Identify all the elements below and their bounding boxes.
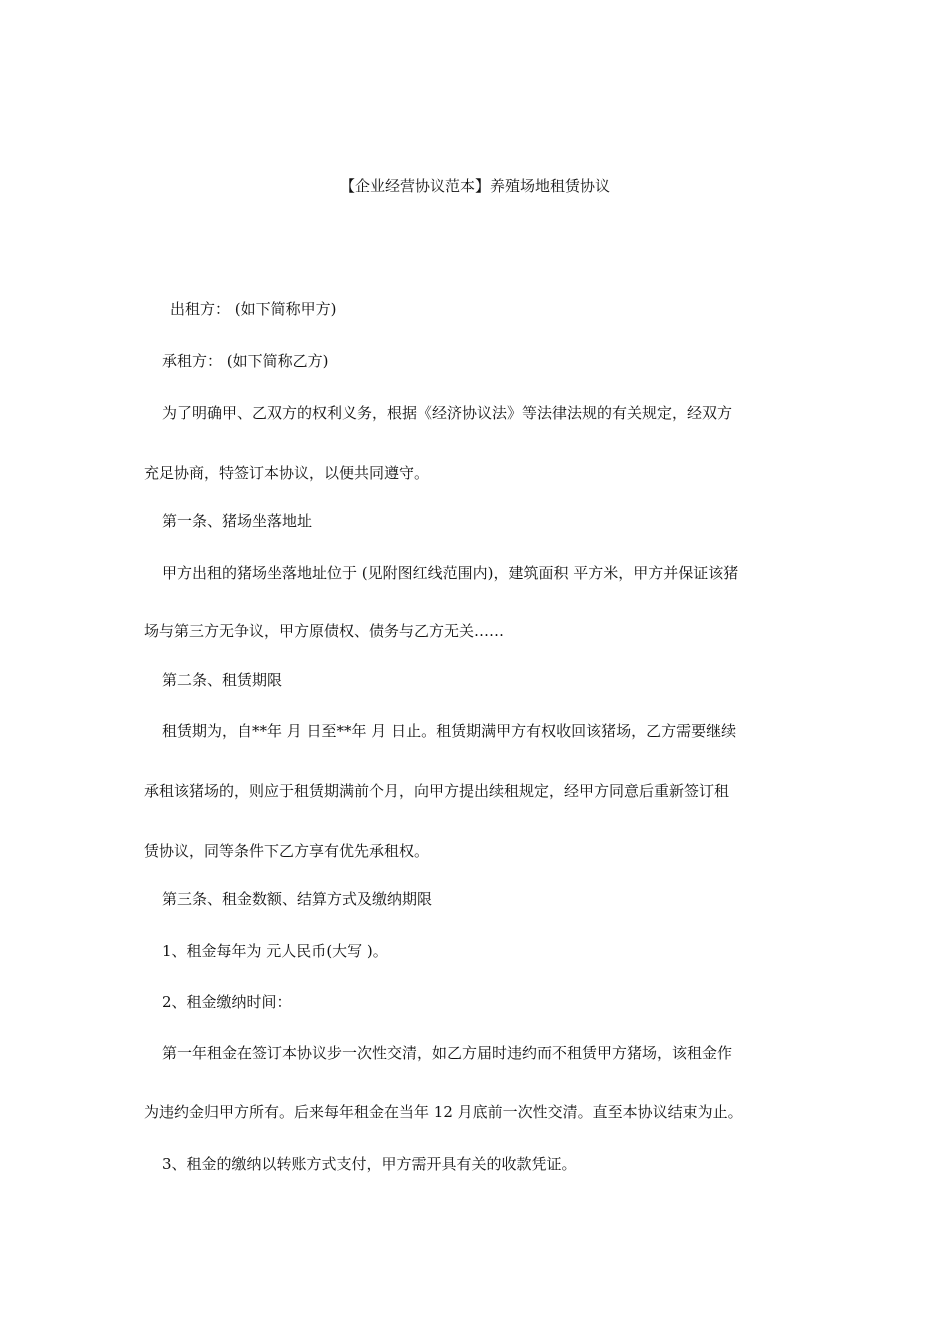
preamble-line-2: 充足协商，特签订本协议，以便共同遵守。 xyxy=(144,464,430,482)
article-3-item-3: 3、租金的缴纳以转账方式支付，甲方需开具有关的收款凭证。 xyxy=(162,1155,577,1173)
article-1-text-2: 场与第三方无争议，甲方原债权、债务与乙方无关…… xyxy=(144,622,505,640)
article-3-item-2: 2、租金缴纳时间： xyxy=(162,993,292,1011)
article-3-heading: 第三条、租金数额、结算方式及缴纳期限 xyxy=(162,890,433,908)
article-2-heading: 第二条、租赁期限 xyxy=(162,671,283,689)
article-1-text-1: 甲方出租的猪场坐落地址位于 (见附图红线范围内)，建筑面积 平方米，甲方并保证该猪 xyxy=(162,564,739,582)
article-3-item-2-text-2: 为违约金归甲方所有。后来每年租金在当年 12 月底前一次性交清。直至本协议结束为止。 xyxy=(144,1103,743,1121)
article-3-item-1: 1、租金每年为 元人民币(大写 )。 xyxy=(162,942,388,960)
article-2-text-1: 租赁期为，自**年 月 日至**年 月 日止。租赁期满甲方有权收回该猪场，乙方需要继续 xyxy=(162,722,737,740)
article-2-text-2: 承租该猪场的，则应于租赁期满前个月，向甲方提出续租规定，经甲方同意后重新签订租 xyxy=(144,782,730,800)
preamble-line-1: 为了明确甲、乙双方的权利义务，根据《经济协议法》等法律法规的有关规定，经双方 xyxy=(162,404,733,422)
article-2-text-3: 赁协议，同等条件下乙方享有优先承租权。 xyxy=(144,842,430,860)
document-title: 【企业经营协议范本】养殖场地租赁协议 xyxy=(339,177,610,195)
article-1-heading: 第一条、猪场坐落地址 xyxy=(162,512,313,530)
article-3-item-2-text-1: 第一年租金在签订本协议步一次性交清，如乙方届时违约而不租赁甲方猪场，该租金作 xyxy=(162,1044,733,1062)
lessor-line: 出租方： (如下简称甲方) xyxy=(170,300,337,318)
lessee-line: 承租方： (如下简称乙方) xyxy=(162,352,329,370)
